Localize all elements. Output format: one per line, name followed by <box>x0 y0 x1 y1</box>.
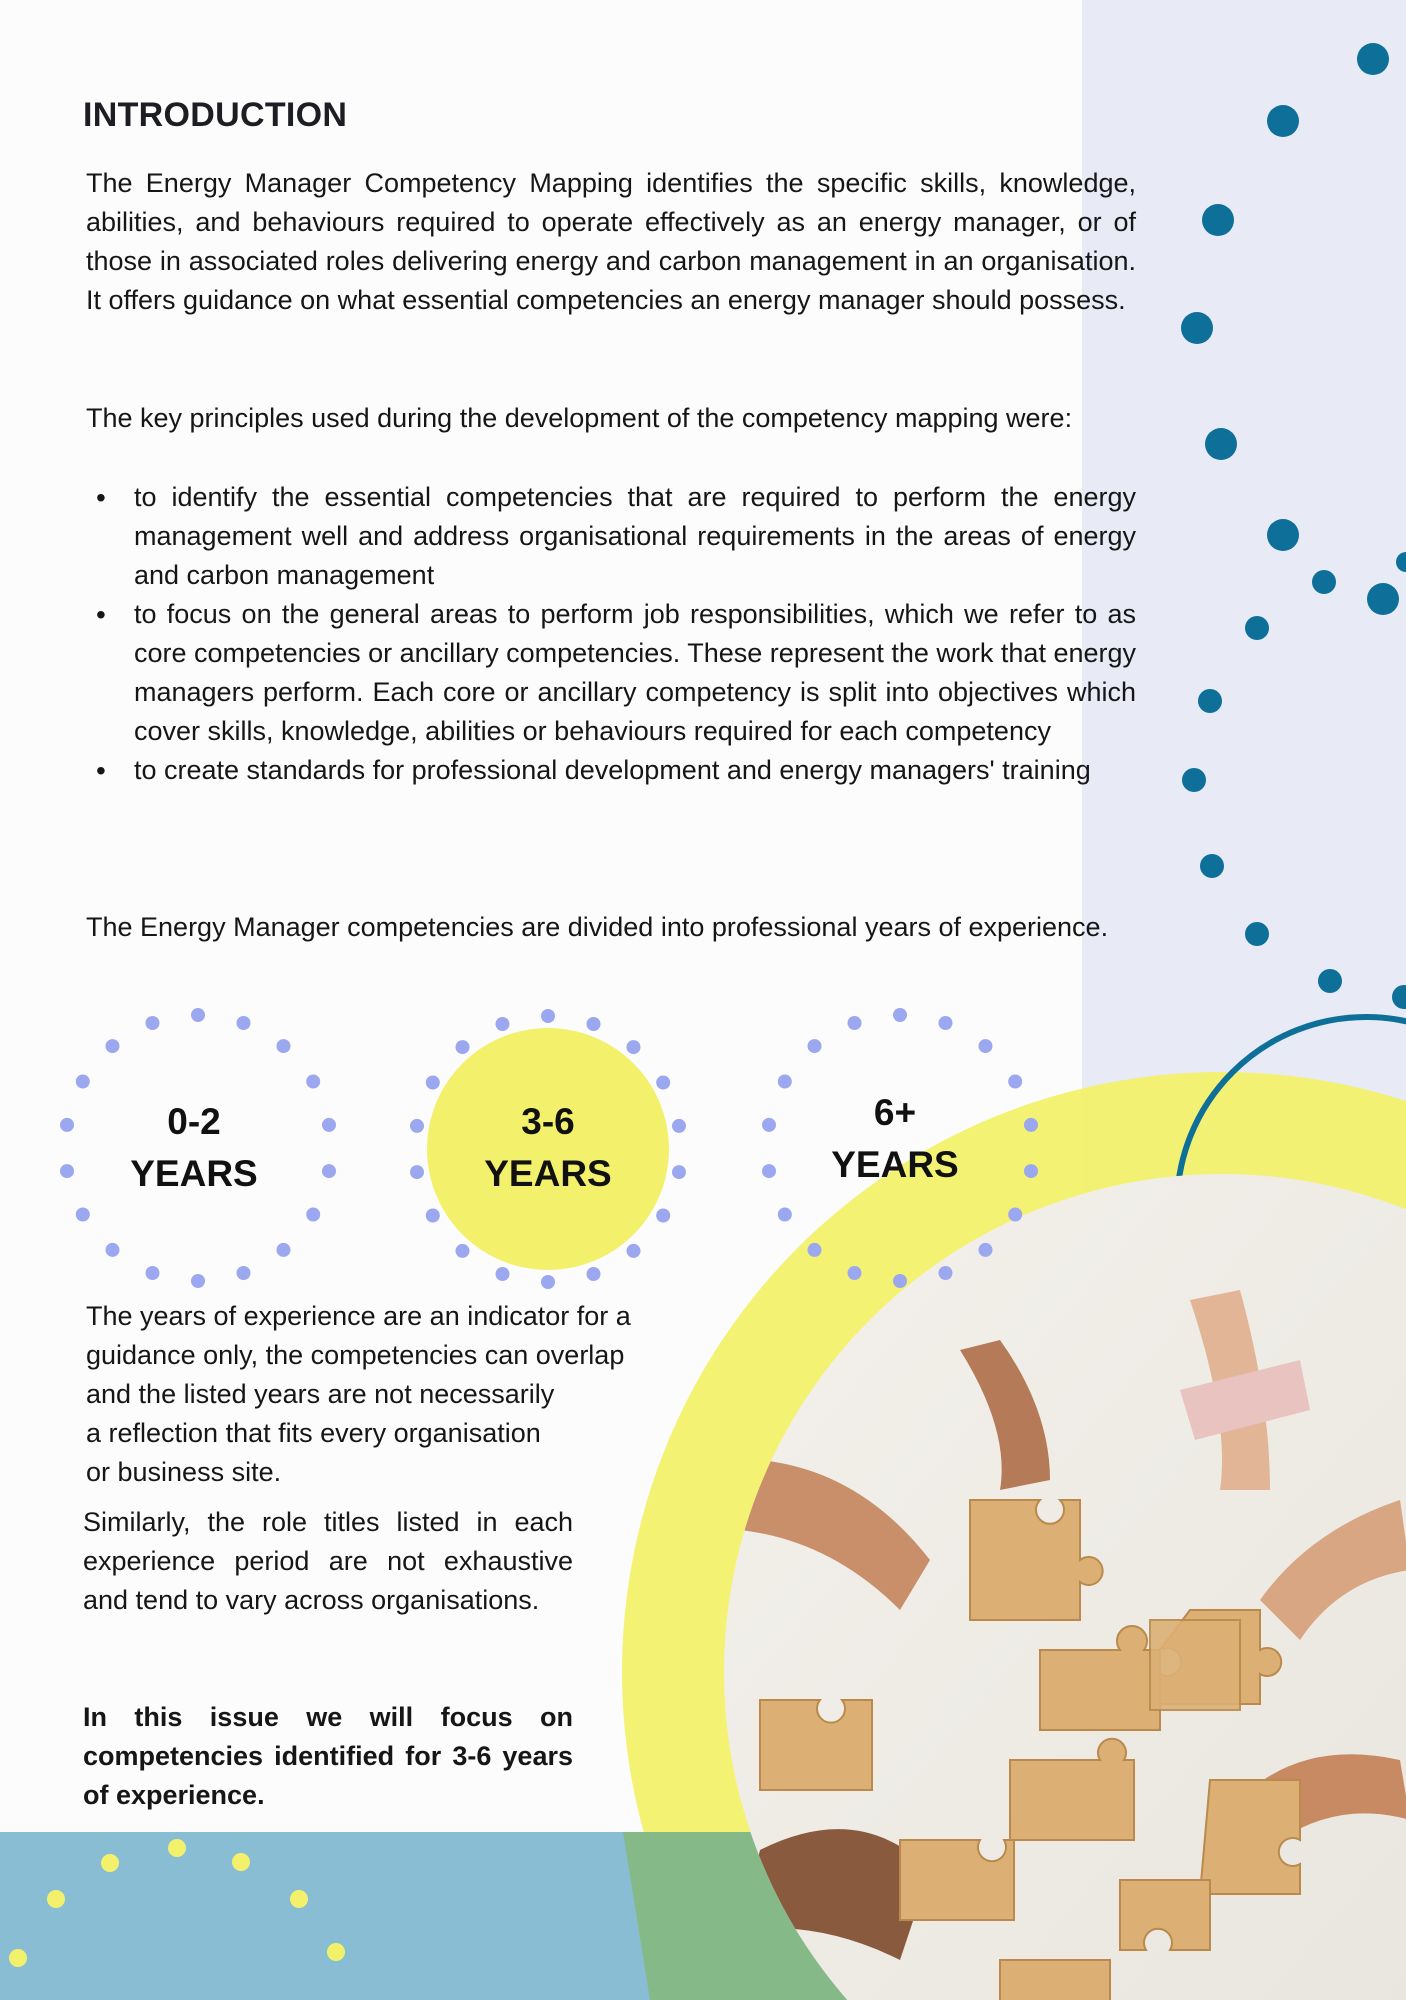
note-line: a reflection that fits every organisation <box>86 1418 541 1448</box>
years-note <box>86 1297 746 1492</box>
principles-list <box>86 478 1136 790</box>
ring-dot <box>277 1243 291 1257</box>
ring-dot <box>1008 1208 1022 1222</box>
ring-dot <box>778 1208 792 1222</box>
ring-dot <box>191 1274 205 1288</box>
ring-dot <box>60 1164 74 1178</box>
ring-dot <box>237 1266 251 1280</box>
list-item: • to focus on the general areas to perform job responsibilities, which we refer to as core competencies or ancillary competencies. These represent the work that energy managers perform. Each core or ancillary competency is split into objectives which cover skills, knowledge, abilities or behaviours required for each competency <box>86 595 1136 751</box>
intro-paragraph: The Energy Manager Competency Mapping identifies the specific skills, knowledge, abilities, and behaviours required to operate effectively as an energy manager, or of those in associated roles delivering energy and carbon management in an organisation. It offers guidance on what essential competencies an energy manager should possess. <box>86 168 1136 315</box>
list-item: • to create standards for professional development and energy managers' training <box>86 751 1136 790</box>
ring-dot <box>541 1275 555 1289</box>
ring-dot <box>426 1076 440 1090</box>
experience-range: 6+ <box>873 1092 917 1133</box>
ring-dot <box>306 1075 320 1089</box>
ring-dot <box>893 1274 907 1288</box>
ring-dot <box>426 1209 440 1223</box>
page-title: INTRODUCTION <box>83 96 348 134</box>
ring-dot <box>939 1016 953 1030</box>
principles-lead: The key principles used during the development of the competency mapping were: <box>86 403 1073 433</box>
ring-dot <box>808 1039 822 1053</box>
ring-dot <box>322 1118 336 1132</box>
ring-dot <box>587 1017 601 1031</box>
note-line: or business site. <box>86 1457 282 1487</box>
ring-dot <box>627 1244 641 1258</box>
ring-dot <box>496 1017 510 1031</box>
experience-level-3-6 <box>428 1096 668 1200</box>
ring-dot <box>656 1209 670 1223</box>
note-line: and the listed years are not necessarily <box>86 1379 555 1409</box>
ring-dot <box>979 1039 993 1053</box>
ring-dot <box>76 1208 90 1222</box>
ring-dot <box>306 1208 320 1222</box>
ring-dot <box>893 1008 907 1022</box>
ring-dot <box>1024 1164 1038 1178</box>
ring-dot <box>146 1016 160 1030</box>
ring-dot <box>672 1165 686 1179</box>
ring-dot <box>656 1076 670 1090</box>
ring-dot <box>848 1016 862 1030</box>
ring-dot <box>106 1039 120 1053</box>
experience-level-6-plus <box>775 1087 1015 1191</box>
experience-range: 3-6 <box>521 1101 575 1142</box>
ring-dot <box>762 1118 776 1132</box>
yellow-dots <box>9 1839 345 1967</box>
ring-dot <box>808 1243 822 1257</box>
ring-dot <box>410 1165 424 1179</box>
experience-range: 0-2 <box>167 1101 221 1142</box>
ring-dot <box>60 1118 74 1132</box>
list-item: • to identify the essential competencies that are required to perform the energy management well and address organisational requirements in the areas of energy and carbon management <box>86 478 1136 595</box>
ring-dot <box>587 1267 601 1281</box>
ring-dot <box>979 1243 993 1257</box>
ring-dot <box>939 1266 953 1280</box>
ring-dot <box>496 1267 510 1281</box>
ring-dot <box>106 1243 120 1257</box>
ring-dot <box>237 1016 251 1030</box>
note-line: guidance only, the competencies can overlap <box>86 1340 625 1370</box>
note-line: The years of experience are an indicator for a <box>86 1301 631 1331</box>
experience-unit: YEARS <box>484 1153 612 1194</box>
ring-dot <box>627 1040 641 1054</box>
ring-dot <box>456 1244 470 1258</box>
ring-dot <box>322 1164 336 1178</box>
ring-dot <box>541 1009 555 1023</box>
ring-dot <box>1024 1118 1038 1132</box>
experience-level-0-2 <box>74 1096 314 1200</box>
experience-unit: YEARS <box>831 1144 959 1185</box>
teal-dots <box>1181 43 1406 1009</box>
ring-dot <box>672 1119 686 1133</box>
ring-dot <box>456 1040 470 1054</box>
ring-dot <box>848 1266 862 1280</box>
role-titles-note: Similarly, the role titles listed in each experience period are not exhaustive and tend to vary across organisations. <box>83 1507 573 1615</box>
experience-unit: YEARS <box>130 1153 258 1194</box>
divided-text: The Energy Manager competencies are divided into professional years of experience. <box>86 912 1109 942</box>
ring-dot <box>762 1164 776 1178</box>
ring-dot <box>191 1008 205 1022</box>
focus-statement: In this issue we will focus on competencies identified for 3-6 years of experience. <box>83 1702 573 1810</box>
ring-dot <box>410 1119 424 1133</box>
ring-dot <box>76 1075 90 1089</box>
ring-dot <box>146 1266 160 1280</box>
ring-dot <box>277 1039 291 1053</box>
